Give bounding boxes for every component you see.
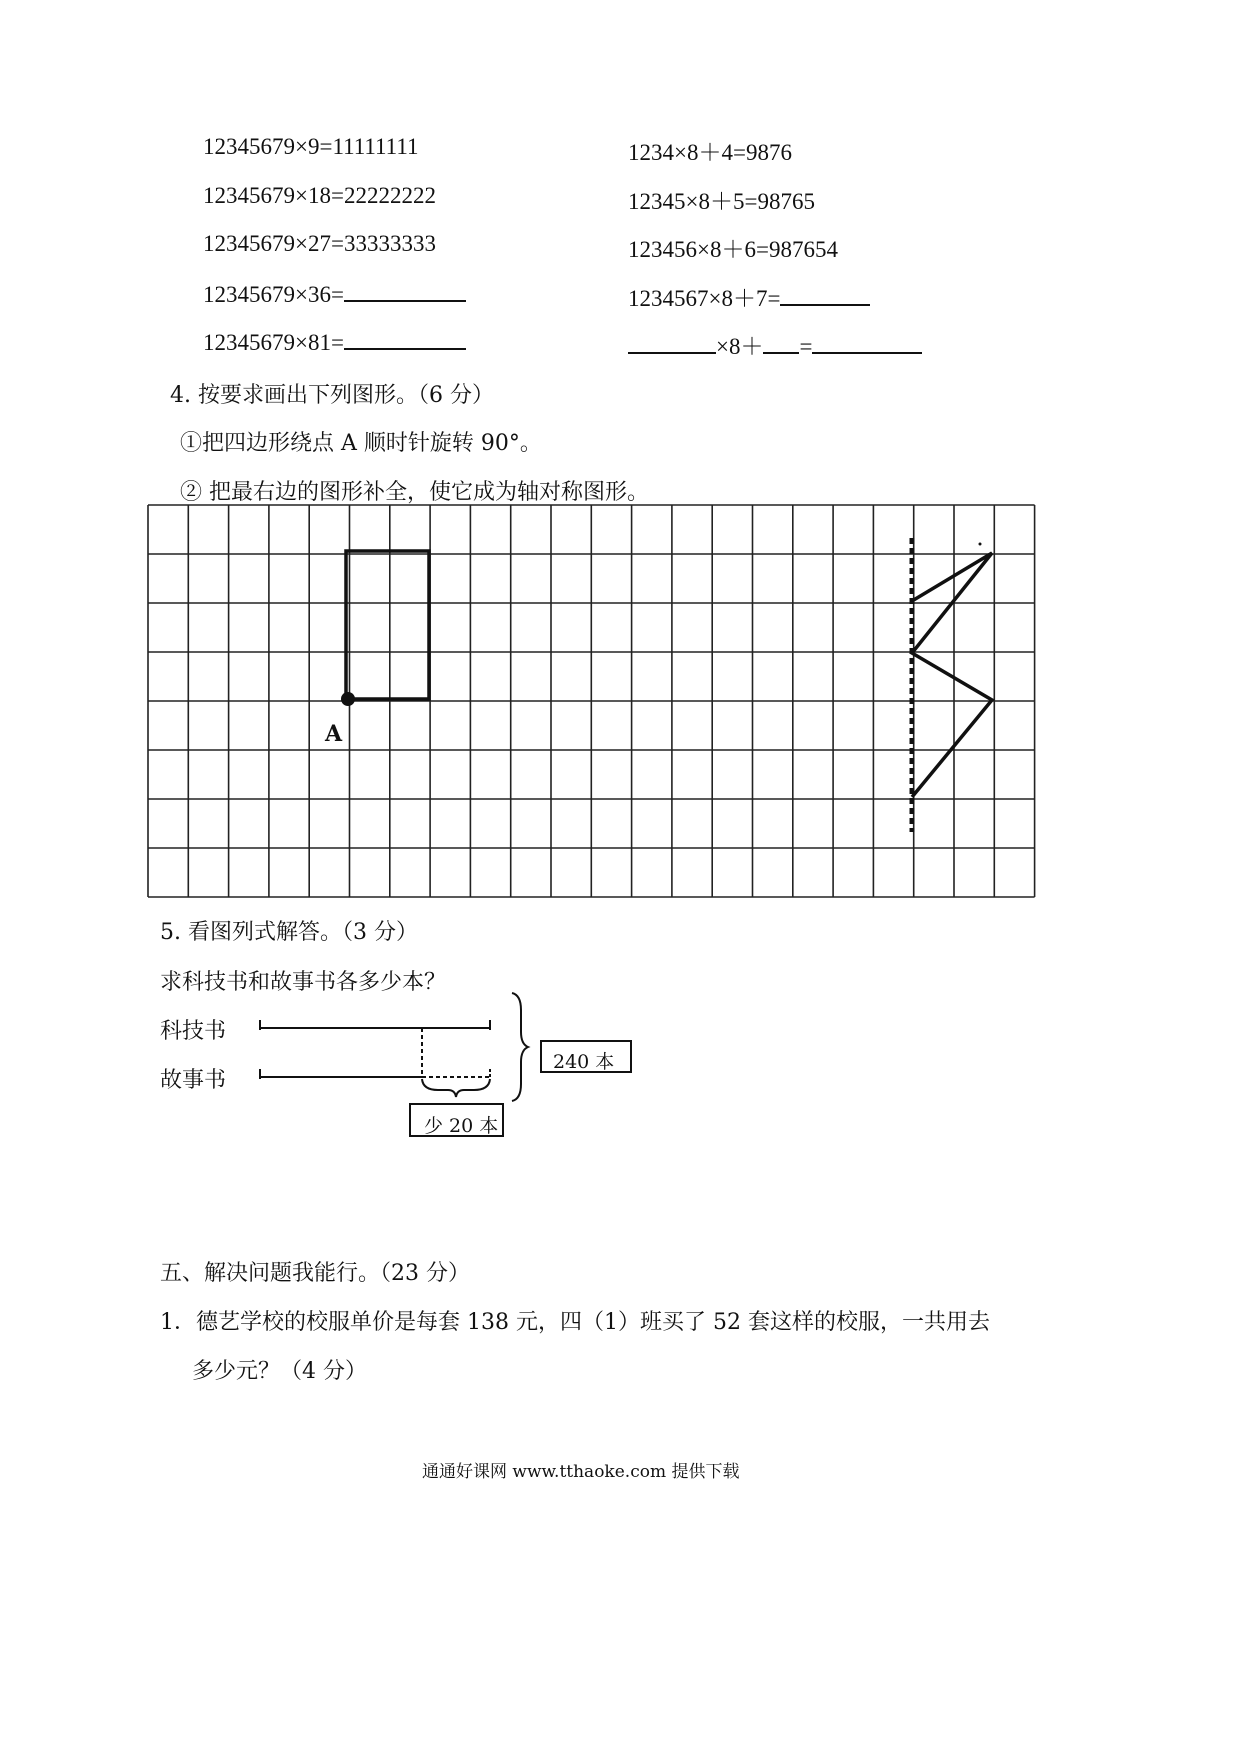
equation-left-5-text: 12345679×81= xyxy=(203,330,344,355)
label-science-books: 科技书 xyxy=(160,1019,227,1044)
grid-lines xyxy=(148,505,1035,897)
equation-right-3: 123456×8＋6=987654 xyxy=(628,237,838,262)
stray-dot xyxy=(979,543,982,546)
problem-1-line-1: 1．德艺学校的校服单价是每套 138 元，四（1）班买了 52 套这样的校服，一共用去 xyxy=(160,1310,990,1335)
point-a-label: A xyxy=(325,721,343,747)
equation-left-2: 12345679×18=22222222 xyxy=(203,183,436,208)
q5-title: 5. 看图列式解答。（3 分） xyxy=(160,920,418,945)
q4-item-1: ①把四边形绕点 A 顺时针旋转 90°。 xyxy=(180,431,542,456)
difference-brace xyxy=(422,1079,490,1097)
point-a-dot xyxy=(341,692,355,706)
segment-diagram xyxy=(260,993,528,1101)
q4-item-2: ② 把最右边的图形补全，使它成为轴对称图形。 xyxy=(180,480,649,505)
q5-question: 求科技书和故事书各多少本？ xyxy=(160,970,447,995)
equation-right-5-eq: = xyxy=(799,334,813,359)
equation-right-5-mid: ×8＋ xyxy=(716,334,764,359)
less-box-label: 少 20 本 xyxy=(424,1115,499,1137)
problem-1-line-2: 多少元？（4 分） xyxy=(192,1359,367,1384)
page-footer: 通通好课网 www.tthaoke.com 提供下载 xyxy=(422,1462,740,1482)
total-brace xyxy=(512,993,528,1101)
section-5-title: 五、解决问题我能行。（23 分） xyxy=(160,1261,470,1286)
total-box-label: 240 本 xyxy=(553,1051,615,1073)
q4-title: 4. 按要求画出下列图形。（6 分） xyxy=(170,383,494,408)
equation-right-4-text: 1234567×8＋7= xyxy=(628,286,781,311)
equation-left-4-text: 12345679×36= xyxy=(203,282,344,307)
equation-left-1: 12345679×9=11111111 xyxy=(203,134,419,159)
label-story-books: 故事书 xyxy=(160,1068,227,1093)
quadrilateral-shape xyxy=(346,551,429,699)
equation-right-1: 1234×8＋4=9876 xyxy=(628,140,792,165)
half-figure xyxy=(912,553,992,797)
equation-left-3: 12345679×27=33333333 xyxy=(203,231,436,256)
equation-right-2: 12345×8＋5=98765 xyxy=(628,189,815,214)
